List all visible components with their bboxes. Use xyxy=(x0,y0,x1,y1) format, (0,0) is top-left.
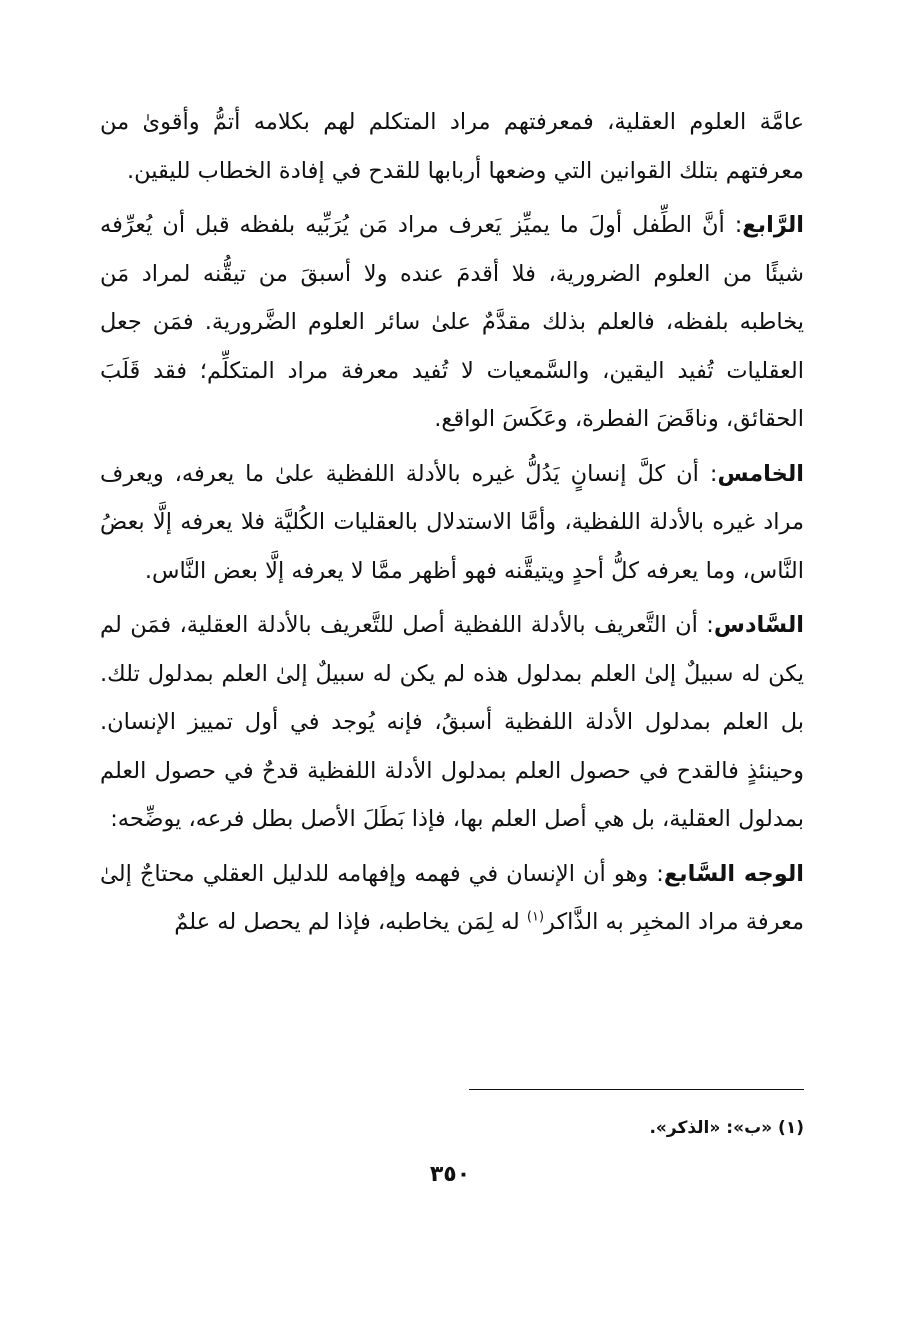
paragraph-4 xyxy=(100,601,804,844)
paragraph-3 xyxy=(100,450,804,596)
paragraph-text: : أنَّ الطِّفل أولَ ما يميِّز يَعرف مراد مَن يُرَبِّيه بلفظه قبل أن يُعرِّفه شيئًا من العلوم الضرورية، فلا أقدمَ عنده ولا أسبقَ من تيقُّنه لمراد مَن يخاطبه بلفظه، فالعلم بذلك مقدَّمٌ علىٰ سائر العلوم الضَّرورية. فمَن جعل العقليات تُفيد اليقين، والسَّمعيات لا تُفيد معرفة مراد المتكلِّم؛ فقد قَلَبَ الحقائق، وناقَضَ الفطرة، وعَكَسَ الواقع. xyxy=(100,212,804,432)
section-heading-fourth: الرَّابع xyxy=(742,212,804,238)
section-heading-seventh: الوجه السَّابع xyxy=(663,860,804,887)
paragraph-5 xyxy=(100,850,804,947)
section-heading-fifth: الخامس xyxy=(717,460,804,487)
paragraph-text: : أن التَّعريف بالأدلة اللفظية أصل للتَّعريف بالأدلة العقلية، فمَن لم يكن له سبيلٌ إلىٰ العلم بمدلول هذه لم يكن له سبيلٌ إلىٰ العلم بمدلول تلك. بل العلم بمدلول الأدلة اللفظية أسبقُ، فإنه يُوجد في أول تمييز الإنسان. وحينئذٍ فالقدح في حصول العلم بمدلول الأدلة اللفظية قدحٌ في حصول العلم بمدلول العقلية، بل هي أصل العلم بها، فإذا بَطَلَ الأصل بطل فرعه، يوضِّحه: xyxy=(100,612,804,832)
footnote-reference[interactable]: (١) xyxy=(526,909,545,925)
paragraph-1 xyxy=(100,98,804,195)
paragraph-text: له لِمَن يخاطبه، فإذا لم يحصل له علمٌ xyxy=(174,909,527,935)
paragraph-text: : وهو أن الإنسان في فهمه وإفهامه للدليل العقلي محتاجٌ إلىٰ معرفة مراد المخبِر به الذَّاكر xyxy=(100,860,804,935)
main-text xyxy=(100,98,804,947)
section-heading-sixth: السَّادس xyxy=(713,612,804,638)
paragraph-2 xyxy=(100,201,804,444)
footnote-divider xyxy=(469,1089,804,1090)
paragraph-text: : أن كلَّ إنسانٍ يَدُلُّ غيره بالأدلة اللفظية علىٰ ما يعرفه، ويعرف مراد غيره بالأدلة اللفظية، وأمَّا الاستدلال بالعقليات الكُليَّة فلا يعرفه إلَّا بعضُ النَّاس، وما يعرفه كلُّ أحدٍ ويتيقَّنه فهو أظهر ممَّا لا يعرفه إلَّا بعض النَّاس. xyxy=(100,460,804,584)
paragraph-text: عامَّة العلوم العقلية، فمعرفتهم مراد المتكلم لهم بكلامه أتمُّ وأقوىٰ من معرفتهم بتلك القوانين التي وضعها أربابها للقدح في إفادة الخطاب لليقين. xyxy=(100,109,804,184)
page-number: ٣٥٠ xyxy=(429,1162,471,1187)
footnote: (١) «ب»: «الذكر». xyxy=(649,1118,804,1138)
